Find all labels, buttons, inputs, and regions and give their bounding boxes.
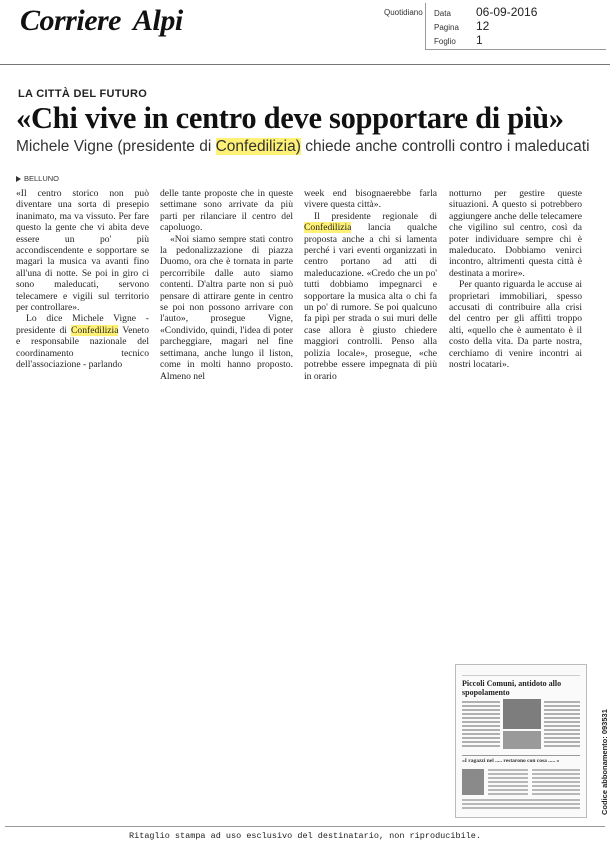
paragraph-text: «Il centro storico non può diventare una sorta di presepio inanimato, ma va vissuto. Per fare questo la gente che vi abita deve essere un po' più accondiscendente e sopportare se magari la musica va avanti fino all'una di notte. Se poi in giro ci sono maleducati, servono telecamere e vigili sul territorio per controllare». [16, 188, 149, 314]
paragraph-text: Il presidente regionale di [314, 210, 437, 222]
footer-divider [5, 826, 605, 827]
logo-word-2: Alpi [133, 4, 183, 37]
paragraph [449, 279, 582, 370]
paragraph-text: delle tante proposte che in queste settimane sono arrivate da più parti per rilanciare il centro del capoluogo. [160, 188, 293, 234]
paragraph-text: Per quanto riguarda le accuse ai proprietari immobiliari, spesso accusati di contribuire alla crisi del centro per gli affitti troppo alti, «quello che è aumentato è il costo della vita. Da parte nostra, cerchiamo di venire incontri ai nostri locatari». [449, 279, 582, 371]
subhead-text: Michele Vigne (presidente di [16, 138, 216, 155]
thumb-graphic [456, 665, 586, 817]
thumb-lower-headline: «I ragazzi nel ..... restarono con cosa ..... » [462, 758, 560, 764]
info-label-date: Data [434, 9, 451, 18]
article-column-3 [304, 188, 437, 382]
triangle-icon [16, 176, 21, 182]
article-headline: «Chi vive in centro deve sopportare di più» [16, 101, 564, 135]
highlight-text: Confedilizia [304, 222, 352, 234]
dateline [16, 174, 59, 183]
footer-notice: Ritaglio stampa ad uso esclusivo del destinatario, non riproducibile. [129, 831, 481, 841]
article-column-4 [449, 188, 582, 371]
highlight-text: Confedilizia [71, 324, 119, 336]
info-box [425, 3, 606, 50]
publication-kind: Quotidiano [384, 8, 423, 17]
paragraph [16, 188, 149, 313]
paragraph-text: notturno per gestire queste situazioni. A questo si potrebbero aggiungere anche delle telecamere che vigilino sul centro, così da poter individuare sempre chi è maleducato. Dobbiamo venirci incontro, altrimenti questa città è destinata a morire». [449, 188, 582, 279]
paragraph [16, 313, 149, 370]
logo-word-1: Corriere [20, 4, 121, 37]
article-subhead [16, 138, 590, 156]
paragraph [449, 188, 582, 279]
subhead-highlight: Confedilizia) [215, 138, 301, 155]
thumb-headline: Piccoli Comuni, antidoto allo spopolamento [462, 679, 562, 697]
info-value-sheet: 1 [476, 33, 483, 47]
info-value-date: 06-09-2016 [476, 5, 538, 19]
paragraph [304, 211, 437, 382]
masthead-logo [20, 4, 183, 38]
article-column-2 [160, 188, 293, 382]
dateline-text: BELLUNO [24, 174, 60, 183]
subhead-text-end: chiede anche controlli contro i maleducati [300, 138, 590, 155]
subscription-code [590, 655, 609, 815]
paragraph-text: lancia qualche proposta anche a chi si lamenta perché i vari eventi organizzati in centro portano ad atti di maleducazione. «Credo che un po' tutti dobbiamo impegnarci e sopportare la musica alta o chi fa un po' di rumore. Se poi qualcuno fa pipì per strada o sui muri delle case allora è giusto chiedere maggiori controlli. Penso alla polizia locale», prosegue, «che potrebbe essere impegnata di più in orario [304, 222, 437, 382]
paragraph [160, 234, 293, 382]
info-label-sheet: Foglio [434, 37, 456, 46]
paragraph-text: Veneto e responsabile nazionale del coordinamento tecnico dell'associazione - parlando [16, 324, 149, 371]
info-value-page: 12 [476, 19, 490, 33]
article-column-1 [16, 188, 149, 371]
article-kicker: LA CITTÀ DEL FUTURO [18, 88, 148, 100]
info-label-page: Pagina [434, 23, 459, 32]
page-thumbnail [455, 664, 587, 818]
paragraph [304, 188, 437, 211]
paragraph [160, 188, 293, 234]
subscription-code-text: Codice abbonamento: 093531 [600, 709, 609, 815]
paragraph-text: Lo dice Michele Vigne - presidente di [16, 313, 149, 336]
paragraph-text: «Noi siamo sempre stati contro la pedonalizzazione di piazza Duomo, ora che è tornata in parte percorribile dalle auto siamo contenti. D'altra parte non si può pensare di attirare gente in centro se poi non possono arrivare con l'auto», prosegue Vigne, «Condivido, quindi, l'idea di poter parcheggiare, magari nel fine settimana, anche lungo il liston, come in molti hanno proposto. Almeno nel [160, 233, 293, 382]
paragraph-text: week end bisognaerebbe farla vivere questa città». [304, 188, 437, 211]
header-divider [0, 64, 610, 65]
